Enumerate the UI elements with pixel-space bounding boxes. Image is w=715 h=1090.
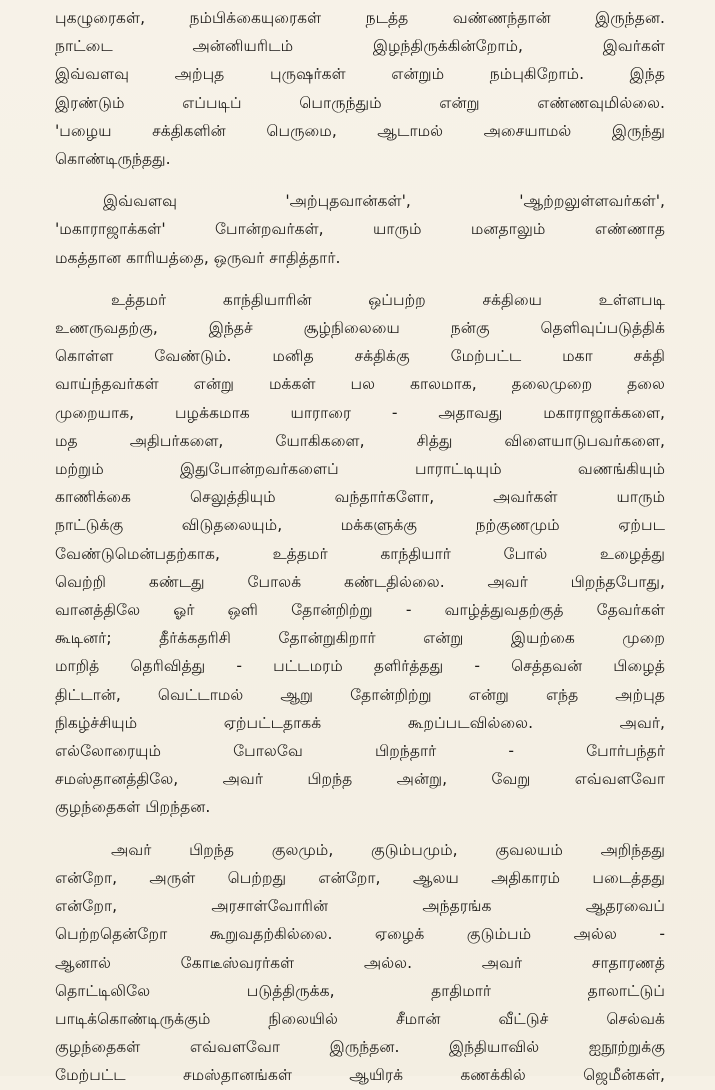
- text-line: மற்றும் இதுபோன்றவர்களைப் பாராட்டியும் வணங்கியும்: [55, 460, 665, 479]
- text-line: கொண்டிருந்தது.: [55, 150, 171, 169]
- text-line: வாய்ந்தவர்கள் என்று மக்கள் பல காலமாக, தலைமுறை தலை: [55, 375, 665, 394]
- paragraph-4: [55, 836, 665, 1090]
- text-line: கொள்ள வேண்டும். மனித சக்திக்கு மேற்பட்ட மகா சக்தி: [55, 347, 665, 366]
- text-line: 'பழைய சக்திகளின் பெருமை, ஆடாமல் அசையாமல் இருந்து: [55, 121, 665, 140]
- text-line: நாட்டுக்கு விடுதலையும், மக்களுக்கு நற்குணமும் ஏற்பட: [55, 516, 665, 535]
- text-line: குழந்தைகள் பிறந்தன.: [55, 798, 211, 817]
- text-line: மத அதிபர்களை, யோகிகளை, சித்து விளையாடுபவர்களை,: [55, 431, 665, 450]
- text-line: நிகழ்ச்சியும் ஏற்பட்டதாகக் கூறப்படவில்லை. அவர்,: [55, 713, 665, 732]
- text-line: மகத்தான காரியத்தை, ஒருவர் சாதித்தார்.: [55, 248, 341, 267]
- text-line: இரண்டும் எப்படிப் பொருந்தும் என்று எண்ணவுமில்லை.: [55, 93, 665, 112]
- paragraph-1: [55, 4, 665, 173]
- text-line: வானத்திலே ஓர் ஒளி தோன்றிற்று - வாழ்த்துவதற்குத் தேவர்கள்: [55, 601, 665, 620]
- text-line: பெற்றதென்றோ கூறுவதற்கில்லை. ஏழைக் குடும்பம் அல்ல -: [55, 925, 665, 944]
- text-line: மேற்பட்ட சமஸ்தானங்கள் ஆயிரக் கணக்கில் ஜெமீன்கள்,: [55, 1066, 665, 1085]
- text-line: என்றோ, அருள் பெற்றது என்றோ, ஆலய அதிகாரம் படைத்தது: [55, 868, 665, 887]
- text-line: என்றோ, அரசாள்வோரின் அந்தரங்க ஆதரவைப்: [55, 897, 665, 916]
- text-line: கூடினர்; தீர்க்கதரிசி தோன்றுகிறார் என்று இயற்கை முறை: [55, 629, 665, 648]
- text-line: இவ்வளவு அற்புத புருஷர்கள் என்றும் நம்புகிறோம். இந்த: [55, 65, 665, 84]
- text-line: மாறித் தெரிவித்து - பட்டமரம் தளிர்த்தது - செத்தவன் பிழைத்: [55, 657, 665, 676]
- text-line: திட்டான், வெட்டாமல் ஆறு தோன்றிற்று என்று எந்த அற்புத: [55, 685, 665, 704]
- paragraph-gap: [55, 822, 665, 836]
- text-line: பாடிக்கொண்டிருக்கும் நிலையில் சீமான் வீட்டுச் செல்வக்: [55, 1009, 665, 1028]
- text-line: 'மகாராஜாக்கள்' போன்றவர்கள், யாரும் மனதாலும் எண்ணாத: [55, 220, 665, 239]
- text-line: வெற்றி கண்டது போலக் கண்டதில்லை. அவர் பிறந்தபோது,: [55, 572, 665, 591]
- text-line: முறையாக, பழக்கமாக யாராரை - அதாவது மகாராஜாக்களை,: [55, 403, 665, 422]
- text-line: உணருவதற்கு, இந்தச் சூழ்நிலையை நன்கு தெளிவுப்படுத்திக்: [55, 319, 665, 338]
- text-line: காணிக்கை செலுத்தியும் வந்தார்களோ, அவர்கள் யாரும்: [55, 488, 665, 507]
- text-line: சமஸ்தானத்திலே, அவர் பிறந்த அன்று, வேறு எவ்வளவோ: [55, 770, 665, 789]
- paragraph-3: [55, 286, 665, 822]
- paragraph-gap: [55, 272, 665, 286]
- text-line: அவர் பிறந்த குலமும், குடும்பமும், குவலயம் அறிந்தது: [111, 840, 665, 859]
- paragraph-2: [55, 187, 665, 272]
- text-line: இவ்வளவு 'அற்புதவான்கள்', 'ஆற்றலுள்ளவர்கள்',: [103, 192, 665, 211]
- text-line: குழந்தைகள் எவ்வளவோ இருந்தன. இந்தியாவில் ஐநூற்றுக்கு: [55, 1038, 665, 1057]
- paragraph-gap: [55, 173, 665, 187]
- text-line: ஆனால் கோடீஸ்வரர்கள் அல்ல. அவர் சாதாரணத்: [55, 953, 665, 972]
- text-line: நாட்டை அன்னியரிடம் இழந்திருக்கின்றோம், இவர்கள்: [55, 37, 665, 56]
- text-line: எல்லோரையும் போலவே பிறந்தார் - போர்பந்தர்: [55, 742, 665, 761]
- text-line: தொட்டிலிலே படுத்திருக்க, தாதிமார் தாலாட்டுப்: [55, 981, 665, 1000]
- text-line: வேண்டுமென்பதற்காக, உத்தமர் காந்தியார் போல் உழைத்து: [55, 544, 665, 563]
- text-line: உத்தமர் காந்தியாரின் ஒப்பற்ற சக்தியை உள்ளபடி: [111, 290, 665, 309]
- text-line: புகழுரைகள், நம்பிக்கையுரைகள் நடத்த வண்ணந்தான் இருந்தன.: [55, 9, 665, 27]
